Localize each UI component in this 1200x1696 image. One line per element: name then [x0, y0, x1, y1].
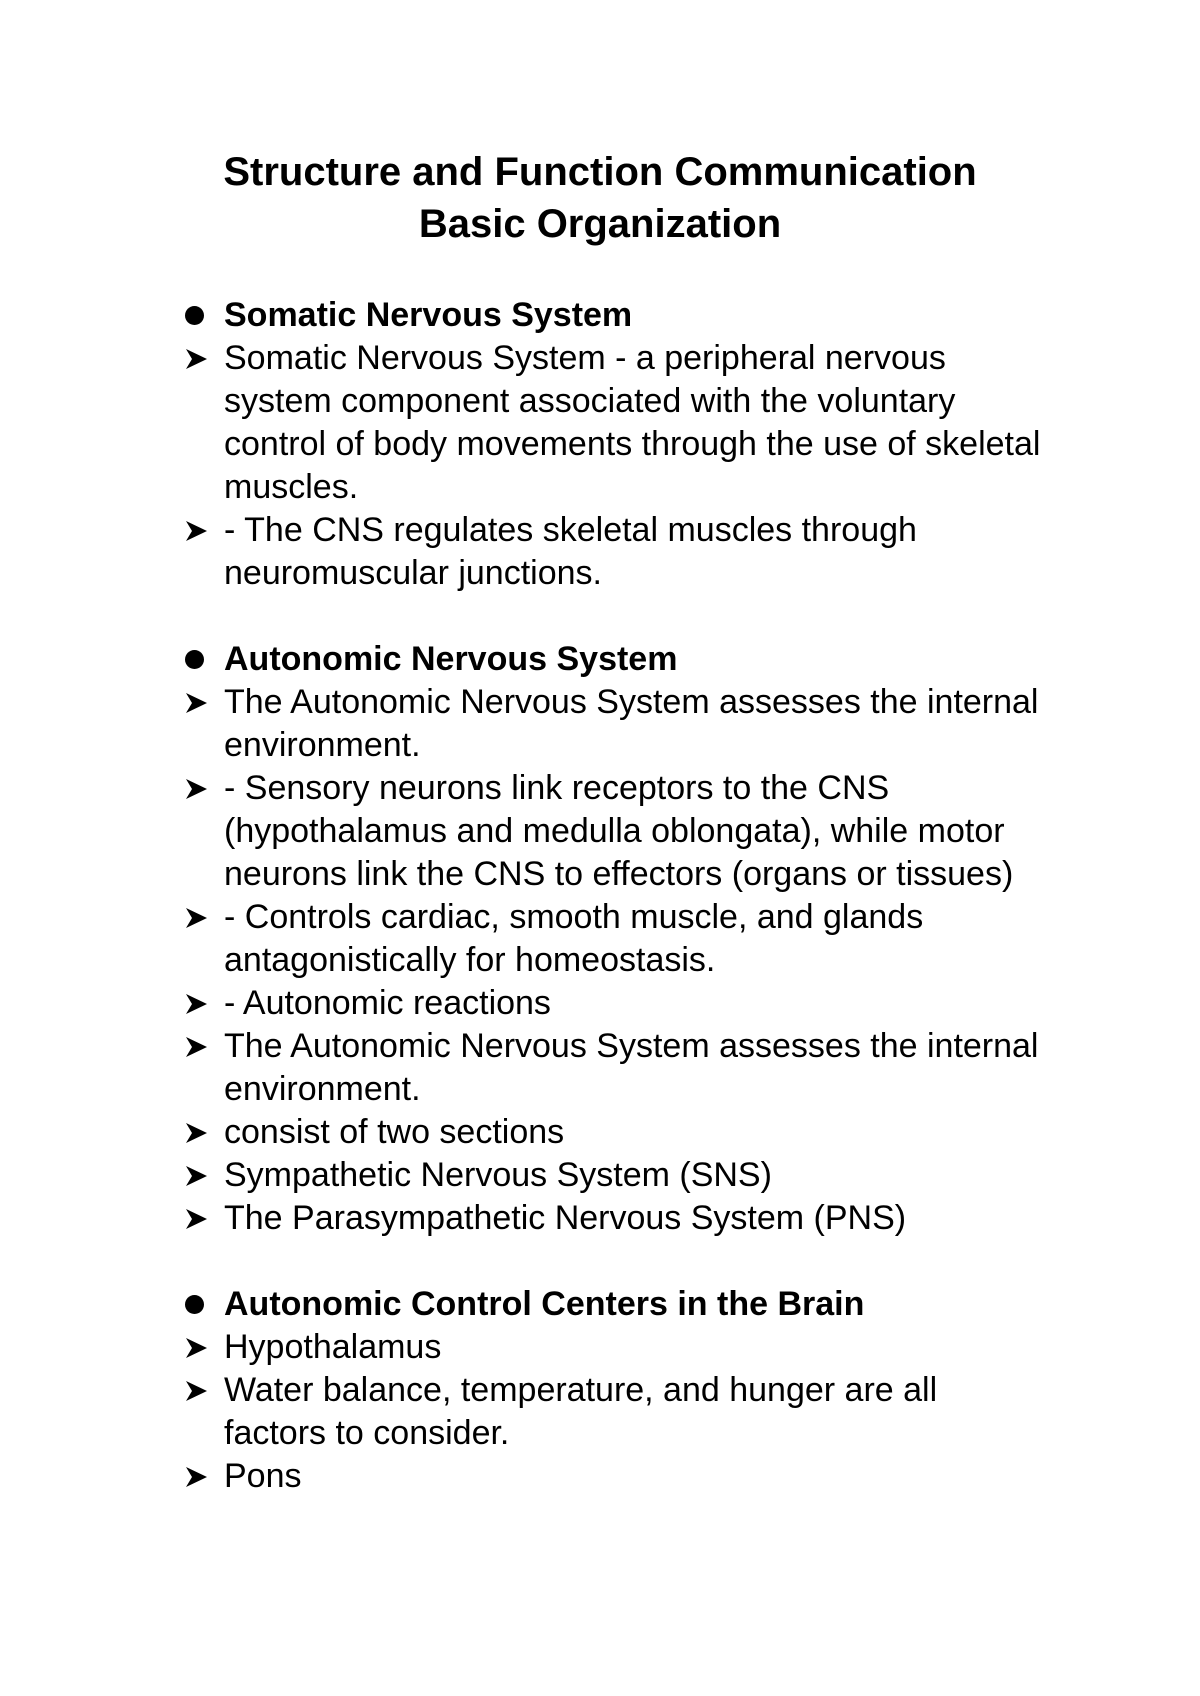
- item-text: - Controls cardiac, smooth muscle, and glands antagonistically for homeostasis.: [224, 898, 924, 979]
- item-text: Sympathetic Nervous System (SNS): [224, 1156, 772, 1194]
- list-item: [184, 1455, 1044, 1498]
- title-line-1: Structure and Function Communication: [223, 150, 977, 194]
- list-item: [184, 1369, 1044, 1455]
- heading-text: Autonomic Control Centers in the Brain: [224, 1285, 865, 1323]
- list-item: [184, 1025, 1044, 1111]
- section-autonomic: [184, 638, 1044, 1240]
- item-text: The Parasympathetic Nervous System (PNS): [224, 1199, 907, 1237]
- section-heading: [184, 294, 1044, 337]
- arrow-bullet-icon: [184, 1197, 212, 1240]
- arrow-bullet-icon: [184, 681, 212, 724]
- document-body: [184, 294, 1044, 1498]
- bullet-dot-icon: [185, 1295, 204, 1314]
- item-text: - Autonomic reactions: [224, 984, 551, 1022]
- list-item: [184, 767, 1044, 896]
- item-text: Pons: [224, 1457, 302, 1495]
- title-line-2: Basic Organization: [418, 202, 782, 246]
- list-item: [184, 681, 1044, 767]
- arrow-bullet-icon: [184, 1154, 212, 1197]
- item-text: - The CNS regulates skeletal muscles through neuromuscular junctions.: [224, 511, 917, 592]
- list-item: [184, 1154, 1044, 1197]
- heading-text: Autonomic Nervous System: [224, 640, 678, 678]
- arrow-bullet-icon: [184, 1111, 212, 1154]
- arrow-bullet-icon: [184, 982, 212, 1025]
- arrow-bullet-icon: [184, 767, 212, 810]
- list-item: [184, 509, 1044, 595]
- item-text: The Autonomic Nervous System assesses the internal environment.: [224, 1027, 1039, 1108]
- bullet-dot-icon: [185, 650, 204, 669]
- arrow-bullet-icon: [184, 1326, 212, 1369]
- arrow-bullet-icon: [184, 1369, 212, 1412]
- arrow-bullet-icon: [184, 1455, 212, 1498]
- item-text: Somatic Nervous System - a peripheral nervous system component associated with the voluntary control of body movements through the use of skeletal muscles.: [224, 339, 1041, 506]
- document-title: [150, 146, 1050, 250]
- item-text: Hypothalamus: [224, 1328, 442, 1366]
- section-control-centers: [184, 1283, 1044, 1498]
- list-item: [184, 982, 1044, 1025]
- item-text: - Sensory neurons link receptors to the CNS (hypothalamus and medulla oblongata), while motor neurons link the CNS to effectors (organs or tissues): [224, 769, 1014, 893]
- arrow-bullet-icon: [184, 896, 212, 939]
- list-item: [184, 1111, 1044, 1154]
- bullet-dot-icon: [185, 306, 204, 325]
- arrow-bullet-icon: [184, 337, 212, 380]
- item-text: The Autonomic Nervous System assesses the internal environment.: [224, 683, 1039, 764]
- list-item: [184, 337, 1044, 509]
- item-text: consist of two sections: [224, 1113, 565, 1151]
- heading-text: Somatic Nervous System: [224, 296, 633, 334]
- section-heading: [184, 638, 1044, 681]
- list-item: [184, 1326, 1044, 1369]
- arrow-bullet-icon: [184, 509, 212, 552]
- item-text: Water balance, temperature, and hunger are all factors to consider.: [224, 1371, 938, 1452]
- list-item: [184, 1197, 1044, 1240]
- section-somatic: [184, 294, 1044, 595]
- section-heading: [184, 1283, 1044, 1326]
- arrow-bullet-icon: [184, 1025, 212, 1068]
- list-item: [184, 896, 1044, 982]
